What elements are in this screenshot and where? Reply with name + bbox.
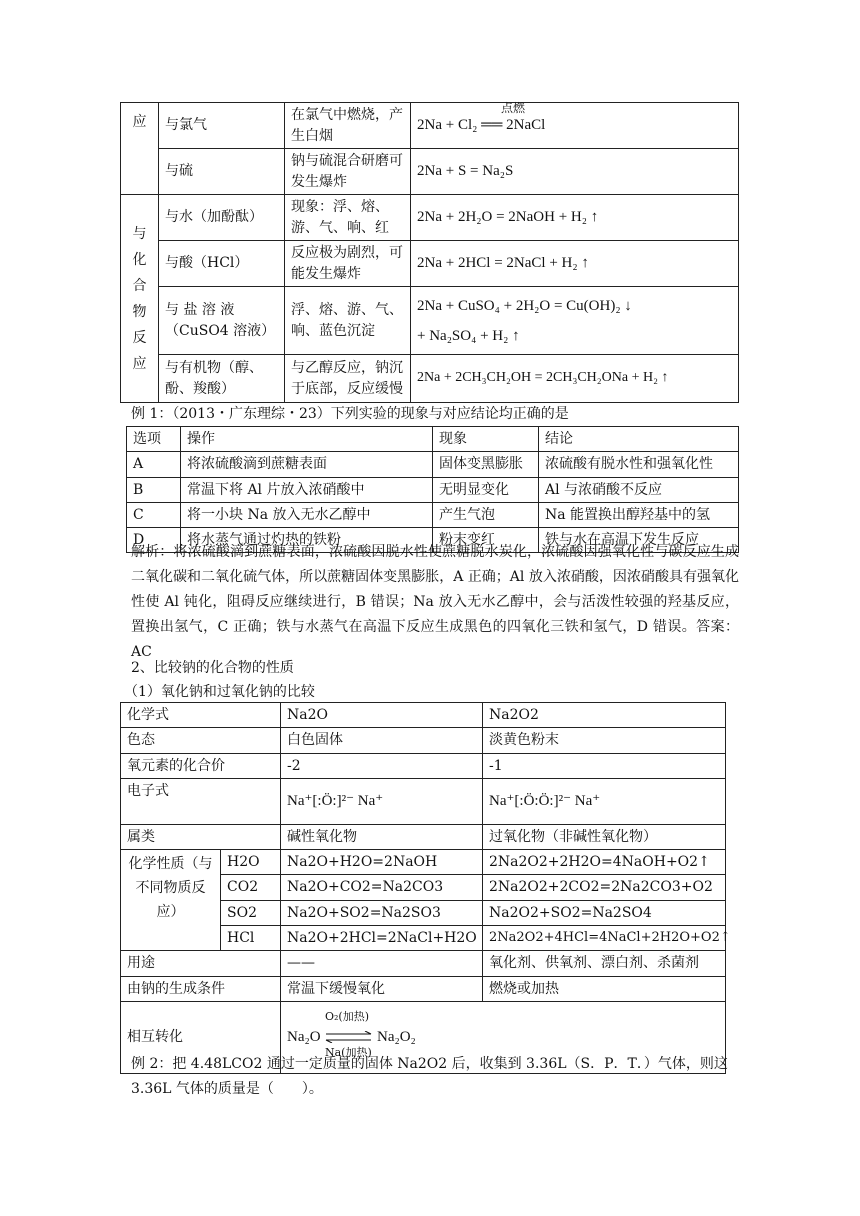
phenomenon-cell: 固体变黑膨胀 (433, 452, 539, 477)
example1-table (126, 426, 739, 553)
sodium-reaction-table (120, 102, 739, 403)
reactant-cell: 与硫 (159, 149, 285, 195)
na2o-cell: -2 (281, 753, 483, 778)
oxide-comparison-table (120, 702, 731, 1074)
operation-cell: 将一小块 Na 放入无水乙醇中 (181, 502, 433, 527)
na2o-electron-formula: Na⁺[:Ö:]²⁻ Na⁺ (281, 778, 483, 824)
conclusion-cell: 铁与水在高温下发生反应 (539, 528, 739, 553)
reagent-cell: SO2 (221, 900, 281, 925)
reactant-cell: 与酸（HCl） (159, 241, 285, 287)
reagent-cell: H2O (221, 850, 281, 875)
na2o-cell: 白色固体 (281, 728, 483, 753)
na2o-reaction: Na2O+H2O=2NaOH (281, 850, 483, 875)
operation-cell: 常温下将 Al 片放入浓硝酸中 (181, 477, 433, 502)
phenomenon-cell: 浮、熔、游、气、响、蓝色沉淀 (285, 287, 411, 355)
conversion-bottom: Na(加热) (325, 1046, 372, 1060)
table-header: 选项 (127, 427, 181, 452)
row-label: 相互转化 (121, 1001, 281, 1073)
row-label: 色态 (121, 728, 281, 753)
phenomenon-cell: 无明显变化 (433, 477, 539, 502)
na2o2-cell: 过氧化物（非碱性氧化物） (483, 824, 726, 849)
na2o2-cell: 燃烧或加热 (483, 976, 726, 1001)
na2o-reaction: Na2O+CO2=Na2CO3 (281, 875, 483, 900)
reactant-cell: 与水（加酚酞） (159, 195, 285, 241)
na2o2-reaction: 2Na2O2+4HCl=4NaCl+2H2O+O2↑ (483, 926, 726, 951)
example2-text: 例 2：把 4.48LCO2 通过一定质量的固体 Na2O2 后，收集到 3.36L（S．P．T．）气体，则这 3.36L 气体的质量是（ ）。 (131, 1056, 728, 1097)
conclusion-cell: 浓硫酸有脱水性和强氧化性 (539, 452, 739, 477)
equilibrium-arrow-icon (325, 1031, 373, 1043)
phenomenon-cell: 反应极为剧烈，可能发生爆炸 (285, 241, 411, 287)
row-label: 化学式 (121, 703, 281, 728)
group-label-compounds: 与 化 合 物 反 应 (121, 195, 159, 403)
na2o2-cell: 氧化剂、供氧剂、漂白剂、杀菌剂 (483, 951, 726, 976)
equation-cell: 2Na + 2H₂O = 2NaOH + H₂ ↑ (411, 195, 739, 241)
phenomenon-cell: 在氯气中燃烧，产生白烟 (285, 103, 411, 149)
row-label: 属类 (121, 824, 281, 849)
conversion-right: Na₂O₂ (377, 1029, 416, 1046)
example1-title: 例 1：（2013・广东理综・23）下列实验的现象与对应结论均正确的是 (131, 406, 569, 422)
equation-line: + Na₂SO₄ + H₂ ↑ (417, 327, 520, 344)
section-heading: 2、比较钠的化合物的性质 (131, 660, 294, 676)
equation-cell (411, 100, 739, 149)
equation-text: 2Na + Cl₂ ══ 2NaCl (417, 116, 546, 133)
na2o-reaction: Na2O+SO2=Na2SO3 (281, 900, 483, 925)
conclusion-cell: Al 与浓硝酸不反应 (539, 477, 739, 502)
option-cell: B (127, 477, 181, 502)
na2o-cell: 常温下缓慢氧化 (281, 976, 483, 1001)
reagent-cell: CO2 (221, 875, 281, 900)
section-subheading: （1）氧化钠和过氧化钠的比较 (124, 684, 315, 700)
reactant-cell: 与有机物（醇、酚、羧酸） (159, 355, 285, 403)
phenomenon-cell: 产生气泡 (433, 502, 539, 527)
equation-cell: 2Na + 2HCl = 2NaCl + H₂ ↑ (411, 241, 739, 287)
na2o2-reaction: 2Na2O2+2H2O=4NaOH+O2↑ (483, 850, 726, 875)
equation-cell: 2Na + 2CH₃CH₂OH = 2CH₃CH₂ONa + H₂ ↑ (411, 355, 739, 403)
na2o2-electron-formula: Na⁺[:Ö:Ö:]²⁻ Na⁺ (483, 778, 726, 824)
phenomenon-cell: 与乙醇反应，钠沉于底部，反应缓慢 (285, 355, 411, 403)
na2o2-cell: Na2O2 (483, 703, 726, 728)
row-label: 由钠的生成条件 (121, 976, 281, 1001)
phenomenon-cell: 现象：浮、熔、游、气、响、红 (285, 195, 411, 241)
operation-cell: 将水蒸气通过灼热的铁粉 (181, 528, 433, 553)
equation-line: 2Na + CuSO₄ + 2H₂O = Cu(OH)₂ ↓ (417, 297, 632, 314)
option-cell: A (127, 452, 181, 477)
na2o-reaction: Na2O+2HCl=2NaCl+H2O (281, 926, 483, 951)
na2o-cell: Na2O (281, 703, 483, 728)
row-label: 用途 (121, 951, 281, 976)
operation-cell: 将浓硫酸滴到蔗糖表面 (181, 452, 433, 477)
table-header: 结论 (539, 427, 739, 452)
equation-condition: 点燃 (501, 100, 526, 115)
group-label-elements: 应 (121, 103, 159, 195)
chem-property-label: 化学性质（与不同物质反应） (121, 850, 221, 951)
example1-analysis: 解析：将浓硫酸滴到蔗糖表面，浓硫酸因脱水性使蔗糖脱水炭化，浓硫酸因强氧化性与碳反应生成二氧化碳和二氧化硫气体，所以蔗糖固体变黑膨胀，A 正确；Al 放入浓硝酸，因浓硝酸具有强氧化性使 Al 钝化，阻碍反应继续进行，B 错误；Na 放入无水乙醇中，会与活泼性较强的羟基反应，置换出氢气，C 正确；铁与水蒸气在高温下反应生成黑色的四氧化三铁和氢气，D 错误。答案：AC (131, 544, 739, 660)
equation-cell: 2Na + S = Na₂S (411, 149, 739, 195)
na2o-cell: —— (281, 951, 483, 976)
na2o2-reaction: 2Na2O2+2CO2=2Na2CO3+O2 (483, 875, 726, 900)
na2o2-reaction: Na2O2+SO2=Na2SO4 (483, 900, 726, 925)
conversion-top: O₂(加热) (325, 1010, 370, 1024)
na2o2-cell: 淡黄色粉末 (483, 728, 726, 753)
na2o2-cell: -1 (483, 753, 726, 778)
option-cell: D (127, 528, 181, 553)
row-label: 氧元素的化合价 (121, 753, 281, 778)
na2o-cell: 碱性氧化物 (281, 824, 483, 849)
reagent-cell: HCl (221, 926, 281, 951)
option-cell: C (127, 502, 181, 527)
table-header: 操作 (181, 427, 433, 452)
reactant-cell: 与氯气 (159, 103, 285, 149)
conclusion-cell: Na 能置换出醇羟基中的氢 (539, 502, 739, 527)
row-label: 电子式 (121, 778, 281, 824)
phenomenon-cell: 粉末变红 (433, 528, 539, 553)
phenomenon-cell: 钠与硫混合研磨可发生爆炸 (285, 149, 411, 195)
reactant-cell: 与 盐 溶 液（CuSO4 溶液） (159, 287, 285, 355)
equation-cell (411, 287, 739, 355)
conversion-left: Na₂O (287, 1029, 321, 1046)
table-header: 现象 (433, 427, 539, 452)
